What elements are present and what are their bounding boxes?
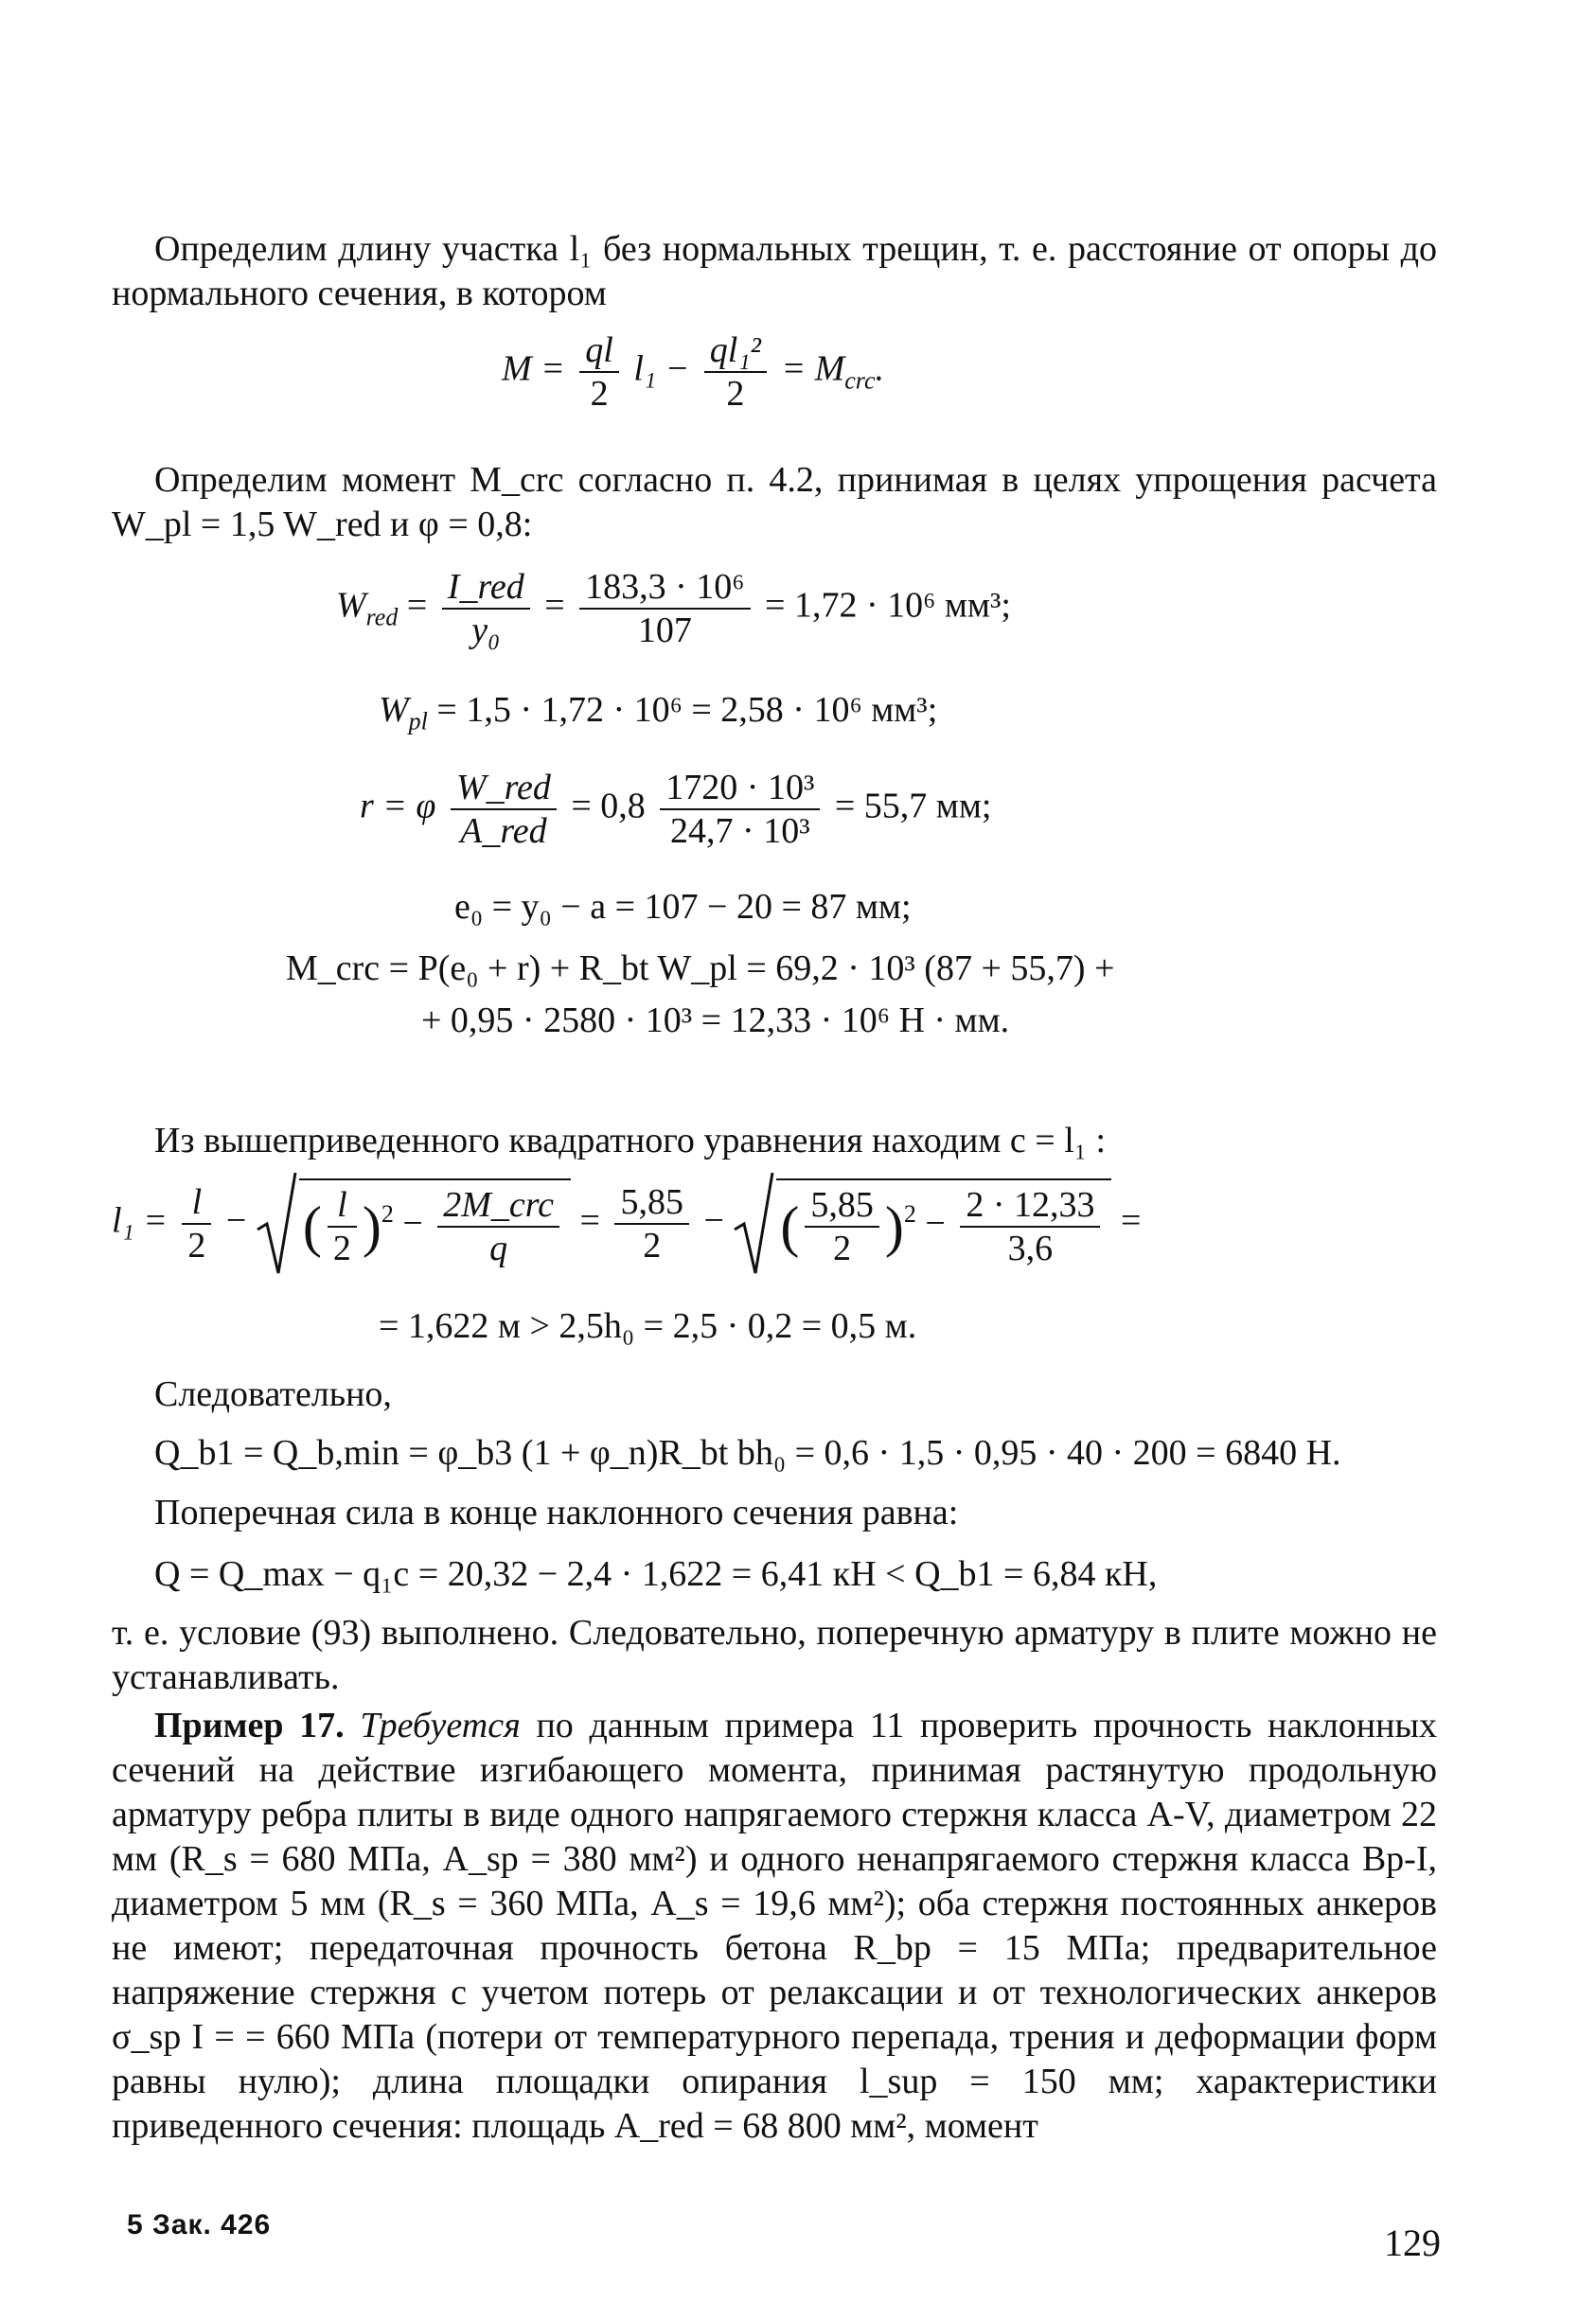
equation-mcrc-line1: M_crc = P(e₀ + r) + R_bt W_pl = 69,2 · 10³ (87 + 55,7) + (286, 948, 1115, 988)
eq-m-frac2-den: 2 (704, 371, 767, 415)
eq-m-mid: l₁ − (633, 348, 690, 389)
eq-m-rhs: = M (781, 348, 845, 389)
eq-r-lhs: r = φ (360, 786, 436, 826)
paragraph-intro: Определим длину участка l₁ без нормальных трещин, т. е. расстояние от опоры до нормального сечения, в котором (112, 229, 1437, 313)
eq-m-frac1-num: ql (585, 330, 613, 370)
eq-l1-frac2-den: 2 (614, 1223, 689, 1266)
equation-l1-result: = 1,622 м > 2,5h₀ = 2,5 · 0,2 = 0,5 м. (379, 1306, 917, 1346)
eq-wred-eq2: = (544, 585, 565, 626)
eq-l1-lhs: l₁ = (112, 1200, 168, 1241)
eq-wred-frac1 (442, 566, 530, 651)
page-number: 129 (1384, 2222, 1441, 2264)
paragraph-mcrc: Определим момент M_crc согласно п. 4.2, принимая в целях упрощения расчета W_pl = 1,5 W_red и φ = 0,8: (112, 460, 1437, 544)
equation-mcrc-line2: + 0,95 · 2580 · 10³ = 12,33 · 10⁶ Н · мм. (421, 1000, 1010, 1040)
eq-l1-minus2: − (703, 1200, 724, 1241)
eq-l1-b-minus: − (925, 1203, 946, 1244)
eq-m-lhs: M = (502, 348, 565, 389)
example-heading: Пример 17. (154, 1706, 345, 1745)
equation-r (360, 767, 991, 852)
eq-l1-inner2-den: q (437, 1226, 559, 1269)
equation-q: Q = Q_max − q₁c = 20,32 − 2,4 · 1,622 = 6,41 кН < Q_b1 = 6,84 кН, (154, 1554, 1158, 1594)
eq-l1-frac1-num: l (191, 1182, 203, 1222)
paragraph-condition: т. е. условие (93) выполнено. Следовательно, поперечную арматуру в плите можно не устанавливать. (112, 1613, 1437, 1697)
eq-l1-b2-num: 2 · 12,33 (966, 1185, 1095, 1225)
equation-moment (502, 329, 884, 415)
eq-wred-lhs-sub: red (365, 603, 399, 631)
eq-l1-inner-frac (328, 1184, 357, 1269)
sqrt-numeric (733, 1178, 1111, 1269)
eq-l1-b-frac2 (960, 1184, 1100, 1269)
eq-wpl-rhs: = 1,5 · 1,72 · 10⁶ = 2,58 · 10⁶ мм³; (436, 690, 938, 730)
eq-l1-inner-minus: − (402, 1203, 423, 1244)
eq-l1-frac2-num: 5,85 (620, 1182, 683, 1222)
eq-r-frac1-den: A_red (451, 808, 557, 852)
eq-l1-b2-den: 3,6 (960, 1226, 1100, 1269)
eq-wred-lhs: W (336, 585, 366, 626)
eq-r-frac1-num: W_red (455, 768, 551, 807)
paragraph-example-17 (112, 1704, 1437, 2149)
paragraph-quadratic: Из вышеприведенного квадратного уравнения находим c = l₁ : (154, 1121, 1107, 1160)
sqrt-numeric-body (776, 1178, 1111, 1269)
equation-qb1: Q_b1 = Q_b,min = φ_b3 (1 + φ_n)R_bt bh₀ = 0,6 · 1,5 · 0,95 · 40 · 200 = 6840 Н. (154, 1433, 1341, 1473)
paren-left: ( (780, 1195, 800, 1258)
equation-l1 (112, 1178, 1141, 1269)
eq-m-end: . (875, 348, 884, 389)
eq-l1-b-pow: 2 (903, 1200, 916, 1229)
eq-wpl-lhs: W (379, 690, 409, 730)
paren-right: ) (884, 1195, 904, 1258)
eq-l1-inner-pow: 2 (381, 1200, 394, 1229)
eq-r-rhs: = 55,7 мм; (834, 786, 992, 826)
eq-r-frac2-den: 24,7 · 10³ (660, 808, 820, 852)
eq-m-rhs-sub: crc (844, 366, 876, 395)
radical-icon (733, 1171, 774, 1277)
eq-l1-eq: = (579, 1200, 600, 1241)
eq-l1-frac1 (182, 1181, 211, 1266)
example-body: по данным примера 11 проверить прочность наклонных сечений на действие изгибающего момента, принимая растянутую продольную арматуру ребра плиты в виде одного напрягаемого стержня класса A-V, диаметром 22 мм (R_s = 680 МПа, A_sp = 380 мм²) и одного ненапрягаемого стержня класса Вр-I, диаметром 5 мм (R_s = 360 МПа, A_s = 19,6 мм²); оба стержня постоянных анкеров не имеют; передаточная прочность бетона R_bp = 15 МПа; предварительное напряжение стержня с учетом потерь от релаксации и от технологических анкеров σ_sp I = = 660 МПа (потери от температурного перепада, трения и деформации форм равны нулю); длина площадки опирания l_sup = 150 мм; характеристики приведенного сечения: площадь A_red = 68 800 мм², момент (112, 1706, 1438, 2146)
eq-l1-inner-num: l (337, 1185, 347, 1225)
eq-wred-frac2-num: 183,3 · 10⁶ (585, 567, 745, 607)
paren-left: ( (302, 1195, 322, 1258)
example-required: Требуется (360, 1706, 521, 1745)
eq-m-frac1 (579, 329, 619, 415)
eq-r-mid: = 0,8 (571, 786, 646, 826)
paragraph-consequently: Следовательно, (154, 1374, 392, 1414)
eq-l1-frac1-den: 2 (182, 1223, 211, 1266)
eq-r-frac1 (451, 767, 557, 852)
footer-order-number: 5 Зак. 426 (127, 2209, 272, 2240)
equation-wpl (379, 688, 937, 733)
eq-r-frac2-num: 1720 · 10³ (665, 768, 815, 807)
eq-l1-end: = (1120, 1200, 1142, 1241)
equation-wred (336, 566, 1011, 651)
paragraph-shear-force: Поперечная сила в конце наклонного сечения равна: (154, 1493, 959, 1532)
radical-icon (256, 1171, 297, 1277)
sqrt-symbolic (256, 1178, 571, 1269)
equation-e0: e₀ = y₀ − a = 107 − 20 = 87 мм; (454, 887, 912, 927)
eq-l1-b-num: 5,85 (810, 1185, 874, 1225)
eq-l1-minus: − (225, 1200, 247, 1241)
eq-wred-frac2-den: 107 (579, 608, 750, 651)
eq-m-frac2-num: ql₁² (709, 330, 761, 370)
eq-wred-rhs: = 1,72 · 10⁶ мм³; (765, 585, 1011, 626)
eq-l1-b-frac (805, 1184, 879, 1269)
eq-l1-inner2-num: 2M_crc (443, 1185, 555, 1225)
eq-m-frac1-den: 2 (579, 371, 619, 415)
sqrt-symbolic-body (299, 1178, 571, 1269)
eq-wred-frac2 (579, 566, 750, 651)
eq-wred-eq1: = (406, 585, 428, 626)
eq-r-frac2 (660, 767, 820, 852)
paren-right: ) (362, 1195, 381, 1258)
eq-l1-frac2 (614, 1181, 689, 1266)
eq-wpl-lhs-sub: pl (408, 707, 428, 735)
eq-l1-b-den: 2 (805, 1226, 879, 1269)
eq-l1-inner-den: 2 (328, 1226, 357, 1269)
eq-l1-inner-frac2 (437, 1184, 559, 1269)
eq-wred-frac1-den: y₀ (442, 608, 530, 651)
eq-m-frac2 (704, 329, 767, 415)
eq-wred-frac1-num: I_red (447, 567, 524, 607)
